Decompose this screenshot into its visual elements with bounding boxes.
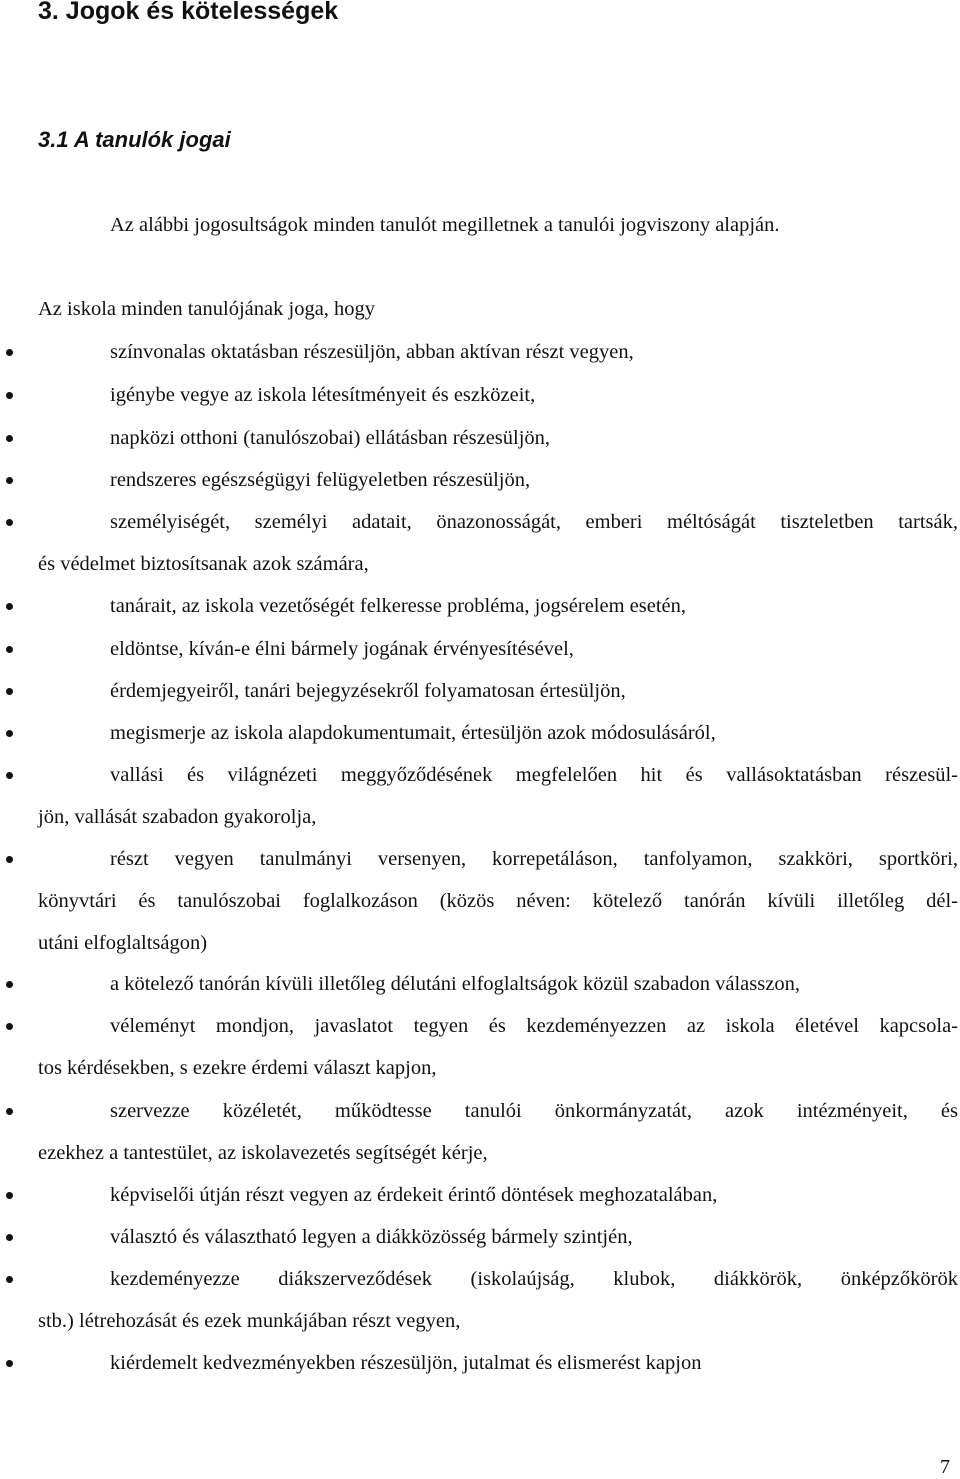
list-item: eldöntse, kíván-e élni bármely jogának érvényesítésével,	[110, 638, 574, 660]
bullet-icon	[6, 981, 13, 988]
bullet-icon	[6, 1276, 13, 1283]
list-item-continuation: stb.) létrehozását és ezek munkájában részt vegyen,	[38, 1310, 461, 1332]
bullet-icon	[6, 435, 13, 442]
list-item: rendszeres egészségügyi felügyeletben részesüljön,	[110, 469, 531, 491]
bullet-icon	[6, 1023, 13, 1030]
list-item: részt vegyen tanulmányi versenyen, korrepetáláson, tanfolyamon, szakköri, sportköri,	[110, 848, 958, 870]
bullet-icon	[6, 730, 13, 737]
list-item: vallási és világnézeti meggyőződésének megfelelően hit és vallásoktatásban részesül-	[110, 764, 958, 786]
list-item-continuation: utáni elfoglaltságon)	[38, 932, 208, 954]
bullet-icon	[6, 1360, 13, 1367]
list-item-continuation: tos kérdésekben, s ezekre érdemi választ kapjon,	[38, 1057, 437, 1079]
list-item-continuation: ezekhez a tantestület, az iskolavezetés segítségét kérje,	[38, 1142, 488, 1164]
list-item: napközi otthoni (tanulószobai) ellátásban részesüljön,	[110, 427, 551, 449]
list-lead: Az iskola minden tanulójának joga, hogy	[38, 298, 376, 320]
bullet-icon	[6, 1192, 13, 1199]
list-item: kezdeményezze diákszerveződések (iskolaújság, klubok, diákkörök, önképzőkörök	[110, 1268, 958, 1290]
list-item: a kötelező tanórán kívüli illetőleg délutáni elfoglaltságok közül szabadon válasszon,	[110, 973, 800, 995]
bullet-icon	[6, 603, 13, 610]
intro-paragraph: Az alábbi jogosultságok minden tanulót megilletnek a tanulói jogviszony alapján.	[110, 214, 780, 236]
list-item-continuation: és védelmet biztosítsanak azok számára,	[38, 553, 369, 575]
page-number: 7	[940, 1456, 950, 1478]
list-item: szervezze közéletét, működtesse tanulói önkormányzatát, azok intézményeit, és	[110, 1100, 958, 1122]
list-item-continuation: könyvtári és tanulószobai foglalkozáson (közös néven: kötelező tanórán kívüli illetőleg dél-	[38, 890, 958, 912]
list-item: kiérdemelt kedvezményekben részesüljön, jutalmat és elismerést kapjon	[110, 1352, 702, 1374]
bullet-icon	[6, 1108, 13, 1115]
subsection-heading: 3.1 A tanulók jogai	[38, 127, 231, 152]
list-item: személyiségét, személyi adatait, önazonosságát, emberi méltóságát tiszteletben tartsák,	[110, 511, 958, 533]
bullet-icon	[6, 1234, 13, 1241]
bullet-icon	[6, 519, 13, 526]
bullet-icon	[6, 646, 13, 653]
bullet-icon	[6, 688, 13, 695]
list-item: megismerje az iskola alapdokumentumait, értesüljön azok módosulásáról,	[110, 722, 716, 744]
list-item: véleményt mondjon, javaslatot tegyen és kezdeményezzen az iskola életével kapcsola-	[110, 1015, 958, 1037]
list-item: választó és választható legyen a diákközösség bármely szintjén,	[110, 1226, 633, 1248]
bullet-icon	[6, 772, 13, 779]
list-item-continuation: jön, vallását szabadon gyakorolja,	[38, 806, 317, 828]
bullet-icon	[6, 349, 13, 356]
list-item: érdemjegyeiről, tanári bejegyzésekről folyamatosan értesüljön,	[110, 680, 626, 702]
bullet-icon	[6, 477, 13, 484]
bullet-icon	[6, 392, 13, 399]
list-item: tanárait, az iskola vezetőségét felkeresse probléma, jogsérelem esetén,	[110, 595, 687, 617]
list-item: színvonalas oktatásban részesüljön, abban aktívan részt vegyen,	[110, 341, 634, 363]
list-item: képviselői útján részt vegyen az érdekeit érintő döntések meghozatalában,	[110, 1184, 718, 1206]
list-item: igénybe vegye az iskola létesítményeit és eszközeit,	[110, 384, 536, 406]
section-heading: 3. Jogok és kötelességek	[38, 0, 339, 25]
bullet-icon	[6, 856, 13, 863]
